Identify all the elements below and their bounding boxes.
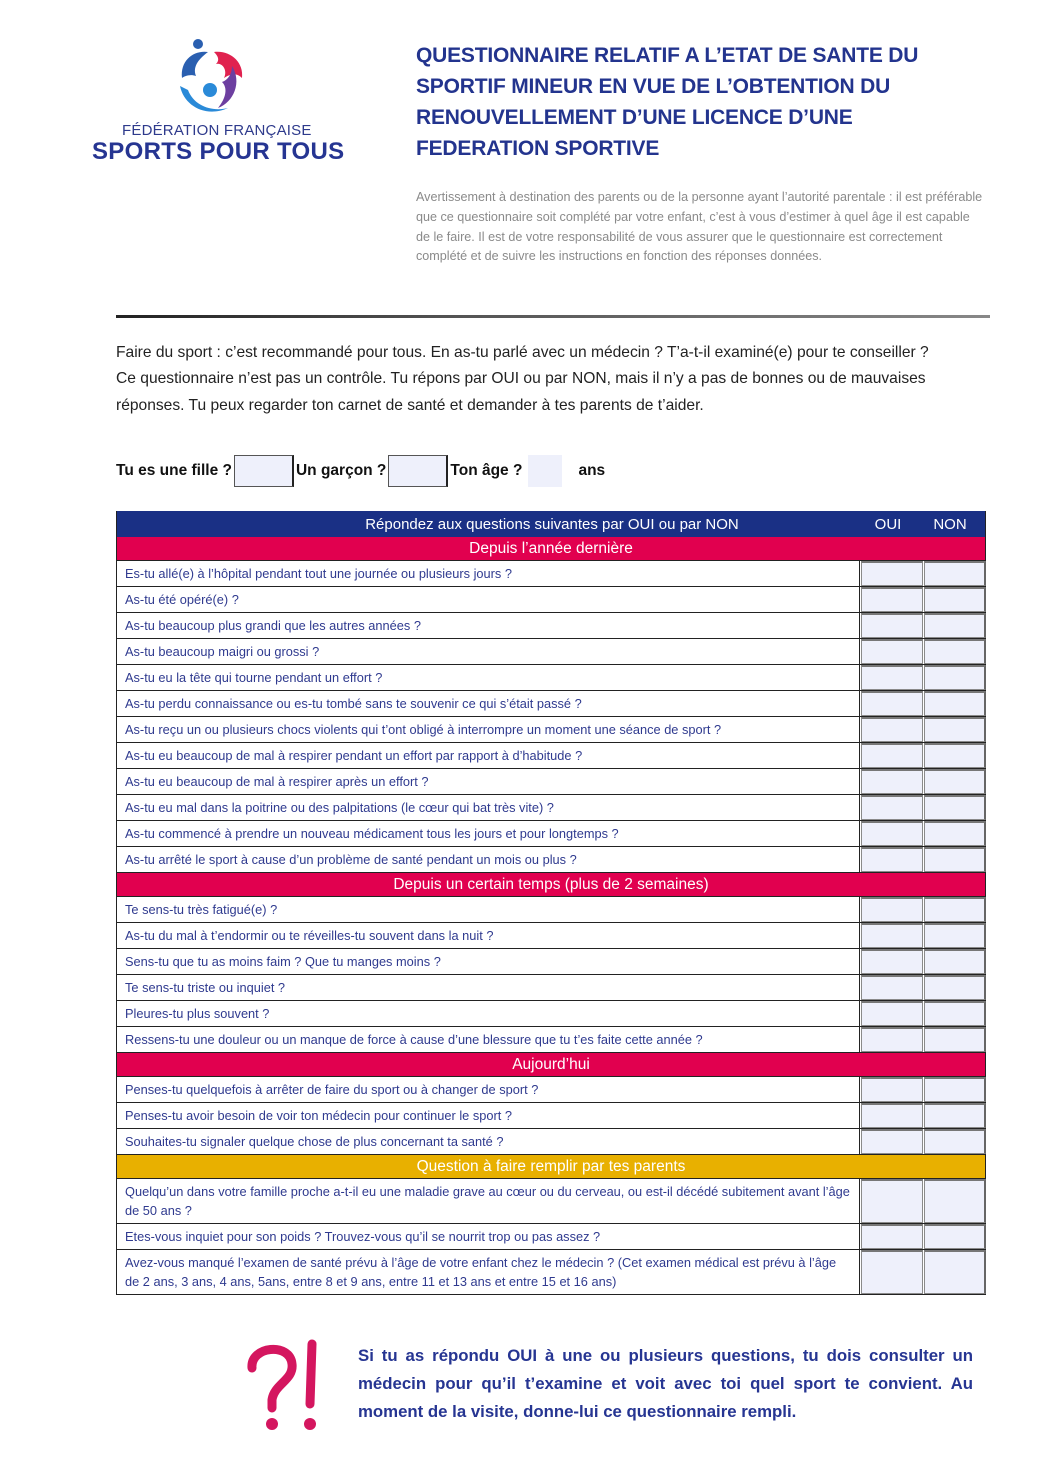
yes-checkbox[interactable] [861, 665, 923, 690]
no-checkbox[interactable] [924, 923, 986, 948]
question-text: As-tu beaucoup plus grandi que les autres années ? [117, 613, 860, 638]
no-checkbox[interactable] [924, 1250, 986, 1294]
no-checkbox[interactable] [924, 639, 986, 664]
question-row [117, 1250, 985, 1295]
girl-checkbox[interactable] [234, 455, 294, 487]
no-checkbox[interactable] [924, 1224, 986, 1249]
question-row [117, 923, 985, 949]
question-text: As-tu perdu connaissance ou es-tu tombé sans te souvenir ce qui s’était passé ? [117, 691, 860, 716]
no-checkbox[interactable] [924, 1001, 986, 1026]
table-header-instructions: Répondez aux questions suivantes par OUI ou par NON [365, 515, 739, 533]
question-row [117, 1027, 985, 1053]
question-text: As-tu commencé à prendre un nouveau médicament tous les jours et pour longtemps ? [117, 821, 860, 846]
no-checkbox[interactable] [924, 1027, 986, 1052]
question-row [117, 1077, 985, 1103]
no-checkbox[interactable] [924, 897, 986, 922]
question-text: Etes-vous inquiet pour son poids ? Trouvez-vous qu’il se nourrit trop ou pas assez ? [117, 1224, 860, 1249]
yes-checkbox[interactable] [861, 821, 923, 846]
question-row [117, 613, 985, 639]
yes-checkbox[interactable] [861, 717, 923, 742]
logo-subtitle: FÉDÉRATION FRANÇAISE [122, 122, 312, 139]
yes-checkbox[interactable] [861, 1027, 923, 1052]
question-text: Souhaites-tu signaler quelque chose de plus concernant ta santé ? [117, 1129, 860, 1154]
divider [116, 315, 990, 318]
question-row [117, 743, 985, 769]
question-text: As-tu été opéré(e) ? [117, 587, 860, 612]
girl-label: Tu es une fille ? [116, 462, 232, 479]
question-row [117, 821, 985, 847]
yes-checkbox[interactable] [861, 639, 923, 664]
no-checkbox[interactable] [924, 847, 986, 872]
question-row [117, 1001, 985, 1027]
yes-checkbox[interactable] [861, 975, 923, 1000]
question-text: Penses-tu avoir besoin de voir ton médecin pour continuer le sport ? [117, 1103, 860, 1128]
no-checkbox[interactable] [924, 1077, 986, 1102]
parent-warning: Avertissement à destination des parents ou de la personne ayant l’autorité parentale : il est préférable que ce questionnaire soit complété par votre enfant, c’est à vous d’estimer à quel âge il est capable de le faire. Il est de votre responsabilité de vous assurer que le questionnaire est correctement complété et de suivre les instructions en fonction des réponses données. [416, 190, 983, 264]
section-header: Question à faire remplir par tes parents [117, 1155, 985, 1179]
yes-checkbox[interactable] [861, 1103, 923, 1128]
section-header: Aujourd’hui [117, 1053, 985, 1077]
yes-checkbox[interactable] [861, 613, 923, 638]
no-checkbox[interactable] [924, 691, 986, 716]
no-checkbox[interactable] [924, 975, 986, 1000]
yes-checkbox[interactable] [861, 769, 923, 794]
federation-logo-icon [170, 38, 252, 118]
question-row [117, 1103, 985, 1129]
question-row [117, 1129, 985, 1155]
question-row [117, 717, 985, 743]
question-text: Penses-tu quelquefois à arrêter de faire du sport ou à changer de sport ? [117, 1077, 860, 1102]
no-checkbox[interactable] [924, 587, 986, 612]
question-row [117, 639, 985, 665]
question-row [117, 691, 985, 717]
no-checkbox[interactable] [924, 821, 986, 846]
question-text: As-tu eu la tête qui tourne pendant un effort ? [117, 665, 860, 690]
boy-label: Un garçon ? [295, 462, 387, 479]
logo-title: SPORTS POUR TOUS [92, 138, 345, 165]
no-checkbox[interactable] [924, 795, 986, 820]
boy-checkbox[interactable] [388, 455, 448, 487]
question-text: Te sens-tu triste ou inquiet ? [117, 975, 860, 1000]
yes-checkbox[interactable] [861, 1001, 923, 1026]
intro-text: Faire du sport : c’est recommandé pour tous. En as-tu parlé avec un médecin ? T’a-t-il examiné(e) pour te conseiller ? Ce questionnaire n’est pas un contrôle. Tu répons par OUI ou par NON, mais il n’y a pas de bonnes ou de mauvaises réponses. Tu peux regarder ton carnet de santé et demander à tes parents de t’aider. [116, 344, 929, 414]
no-checkbox[interactable] [924, 717, 986, 742]
question-text: As-tu du mal à t’endormir ou te réveilles-tu souvent dans la nuit ? [117, 923, 860, 948]
question-text: Te sens-tu très fatigué(e) ? [117, 897, 860, 922]
yes-checkbox[interactable] [861, 743, 923, 768]
question-row [117, 1224, 985, 1250]
question-text: Avez-vous manqué l’examen de santé prévu à l’âge de votre enfant chez le médecin ? (Cet examen médical est prévu à l’âge de 2 ans, 3 ans, 4 ans, 5ans, entre 8 et 9 ans, entre 11 et 13 ans et entre 15 et 16 ans) [117, 1250, 860, 1294]
question-text: Sens-tu que tu as moins faim ? Que tu manges moins ? [117, 949, 860, 974]
question-row [117, 587, 985, 613]
column-yes: OUI [874, 515, 902, 533]
question-text: Quelqu’un dans votre famille proche a-t-il eu une maladie grave au cœur ou du cerveau, ou est-il décédé subitement avant l’âge de 50 ans ? [117, 1179, 860, 1223]
question-exclamation-icon [240, 1338, 330, 1433]
yes-checkbox[interactable] [861, 795, 923, 820]
question-text: As-tu eu beaucoup de mal à respirer pendant un effort par rapport à d’habitude ? [117, 743, 860, 768]
no-checkbox[interactable] [924, 1103, 986, 1128]
no-checkbox[interactable] [924, 949, 986, 974]
questionnaire-table [116, 511, 986, 1295]
age-input[interactable] [528, 455, 562, 487]
no-checkbox[interactable] [924, 743, 986, 768]
yes-checkbox[interactable] [861, 897, 923, 922]
question-row [117, 795, 985, 821]
footer-advice: Si tu as répondu OUI à une ou plusieurs questions, tu dois consulter un médecin pour qu’il t’examine et voit avec toi quel sport te convient. Au moment de la visite, donne-lui ce questionnaire rempli. [358, 1346, 973, 1421]
section-header: Depuis l’année dernière [117, 537, 985, 561]
identity-row [116, 455, 605, 487]
question-text: As-tu arrêté le sport à cause d’un problème de santé pendant un mois ou plus ? [117, 847, 860, 872]
no-checkbox[interactable] [924, 1129, 986, 1154]
yes-checkbox[interactable] [861, 1250, 923, 1294]
question-text: Es-tu allé(e) à l’hôpital pendant tout une journée ou plusieurs jours ? [117, 561, 860, 586]
question-row [117, 665, 985, 691]
federation-logo [92, 38, 345, 168]
question-row [117, 949, 985, 975]
no-checkbox[interactable] [924, 561, 986, 586]
question-text: Pleures-tu plus souvent ? [117, 1001, 860, 1026]
yes-checkbox[interactable] [861, 1224, 923, 1249]
yes-checkbox[interactable] [861, 1077, 923, 1102]
question-row [117, 897, 985, 923]
question-text: As-tu eu beaucoup de mal à respirer après un effort ? [117, 769, 860, 794]
question-row [117, 561, 985, 587]
question-row [117, 975, 985, 1001]
no-checkbox[interactable] [924, 1179, 986, 1223]
question-text: Ressens-tu une douleur ou un manque de force à cause d’une blessure que tu t’es faite cette année ? [117, 1027, 860, 1052]
table-header [117, 511, 985, 537]
yes-checkbox[interactable] [861, 1129, 923, 1154]
yes-checkbox[interactable] [861, 1179, 923, 1223]
no-checkbox[interactable] [924, 769, 986, 794]
yes-checkbox[interactable] [861, 561, 923, 586]
age-label: Ton âge ? [450, 462, 523, 479]
section-header: Depuis un certain temps (plus de 2 semaines) [117, 873, 985, 897]
no-checkbox[interactable] [924, 613, 986, 638]
question-text: As-tu beaucoup maigri ou grossi ? [117, 639, 860, 664]
age-unit: ans [578, 462, 606, 479]
question-row [117, 1179, 985, 1224]
yes-checkbox[interactable] [861, 949, 923, 974]
yes-checkbox[interactable] [861, 587, 923, 612]
no-checkbox[interactable] [924, 665, 986, 690]
yes-checkbox[interactable] [861, 847, 923, 872]
question-text: As-tu eu mal dans la poitrine ou des palpitations (le cœur qui bat très vite) ? [117, 795, 860, 820]
column-no: NON [933, 515, 967, 533]
yes-checkbox[interactable] [861, 691, 923, 716]
question-text: As-tu reçu un ou plusieurs chocs violents qui t’ont obligé à interrompre un moment une séance de sport ? [117, 717, 860, 742]
question-row [117, 769, 985, 795]
question-row [117, 847, 985, 873]
document-title: QUESTIONNAIRE RELATIF A L’ETAT DE SANTE DU SPORTIF MINEUR EN VUE DE L’OBTENTION DU RENOUVELLEMENT D’UNE LICENCE D’UNE FEDERATION SPORTIVE [416, 44, 919, 160]
yes-checkbox[interactable] [861, 923, 923, 948]
